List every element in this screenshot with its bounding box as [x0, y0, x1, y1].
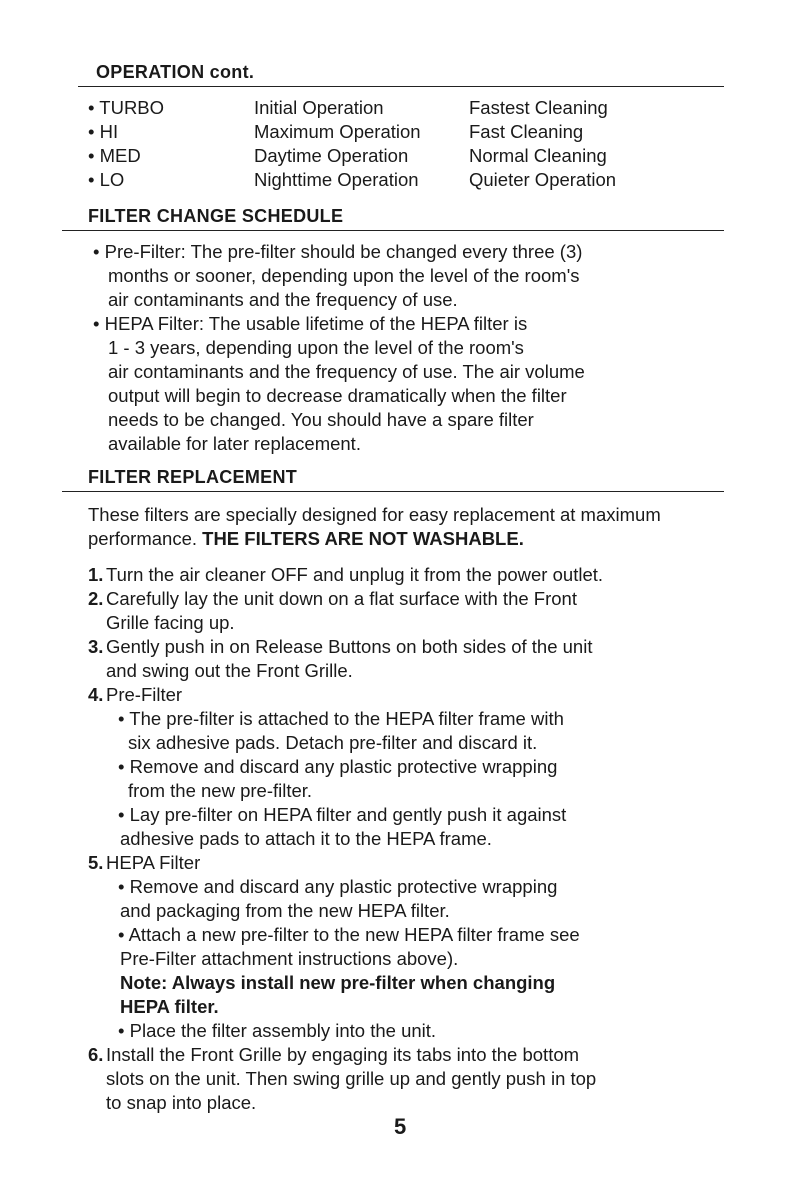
schedule-heading: FILTER CHANGE SCHEDULE [88, 206, 344, 226]
replacement-heading: FILTER REPLACEMENT [88, 467, 298, 487]
operation-heading: OPERATION cont. [96, 62, 255, 82]
page-number: 5 [394, 1114, 407, 1139]
step-bullet: • Remove and discard any plastic protective wrapping [118, 756, 558, 777]
hepa-line: needs to be changed. You should have a spare filter [108, 409, 534, 430]
prefilter-line: • Pre-Filter: The pre-filter should be changed every three (3) [93, 241, 583, 262]
step-bullet: • Lay pre-filter on HEPA filter and gently push it against [118, 804, 567, 825]
schedule-rule [62, 230, 724, 231]
prefilter-line: months or sooner, depending upon the level of the room's [108, 265, 580, 286]
step-text: Gently push in on Release Buttons on both sides of the unit [106, 636, 593, 657]
speed-label: • HI [88, 121, 119, 142]
speed-label: • MED [88, 145, 141, 166]
speed-mode: Maximum Operation [254, 121, 421, 142]
step-bullet: from the new pre-filter. [128, 780, 313, 801]
step-number: 5. [88, 852, 104, 873]
step-bullet: adhesive pads to attach it to the HEPA frame. [120, 828, 492, 849]
step-bullet: Pre-Filter attachment instructions above). [120, 948, 459, 969]
hepa-line: 1 - 3 years, depending upon the level of the room's [108, 337, 524, 358]
step-bullet: • Place the filter assembly into the unit. [118, 1020, 437, 1041]
replacement-rule [62, 491, 724, 492]
step-text: Grille facing up. [106, 612, 235, 633]
step-text: Carefully lay the unit down on a flat surface with the Front [106, 588, 577, 609]
step-text: Turn the air cleaner OFF and unplug it from the power outlet. [106, 564, 604, 585]
speed-label: • LO [88, 169, 125, 190]
step-text: and swing out the Front Grille. [106, 660, 353, 681]
step-number: 1. [88, 564, 104, 585]
speed-mode: Initial Operation [254, 97, 384, 118]
step-text: slots on the unit. Then swing grille up and gently push in top [106, 1068, 597, 1089]
step-bullet: • The pre-filter is attached to the HEPA filter frame with [118, 708, 564, 729]
step-bullet: • Attach a new pre-filter to the new HEPA filter frame see [118, 924, 580, 945]
not-washable-warning: THE FILTERS ARE NOT WASHABLE. [202, 528, 524, 549]
operation-rule [78, 86, 724, 87]
step-bullet: six adhesive pads. Detach pre-filter and discard it. [128, 732, 538, 753]
hepa-line: • HEPA Filter: The usable lifetime of the HEPA filter is [93, 313, 528, 334]
step-bullet: and packaging from the new HEPA filter. [120, 900, 450, 921]
note-text: HEPA filter. [120, 996, 219, 1017]
step-text: Install the Front Grille by engaging its tabs into the bottom [106, 1044, 580, 1065]
replacement-intro: These filters are specially designed for easy replacement at maximum [88, 504, 661, 525]
speed-effect: Fastest Cleaning [469, 97, 608, 118]
step-text: to snap into place. [106, 1092, 257, 1113]
step-number: 2. [88, 588, 104, 609]
replacement-intro-line2 [88, 527, 524, 551]
speed-effect: Normal Cleaning [469, 145, 607, 166]
step-title: HEPA Filter [106, 852, 201, 873]
speed-label: • TURBO [88, 97, 165, 118]
step-number: 3. [88, 636, 104, 657]
speed-effect: Quieter Operation [469, 169, 617, 190]
hepa-line: air contaminants and the frequency of use. The air volume [108, 361, 585, 382]
step-bullet: • Remove and discard any plastic protective wrapping [118, 876, 558, 897]
hepa-line: available for later replacement. [108, 433, 361, 454]
intro-plain: performance. [88, 528, 203, 549]
step-number: 4. [88, 684, 104, 705]
step-title: Pre-Filter [106, 684, 183, 705]
hepa-line: output will begin to decrease dramatically when the filter [108, 385, 567, 406]
note-text: Note: Always install new pre-filter when changing [120, 972, 556, 993]
speed-mode: Daytime Operation [254, 145, 409, 166]
prefilter-line: air contaminants and the frequency of use. [108, 289, 458, 310]
speed-mode: Nighttime Operation [254, 169, 419, 190]
step-number: 6. [88, 1044, 104, 1065]
speed-effect: Fast Cleaning [469, 121, 584, 142]
